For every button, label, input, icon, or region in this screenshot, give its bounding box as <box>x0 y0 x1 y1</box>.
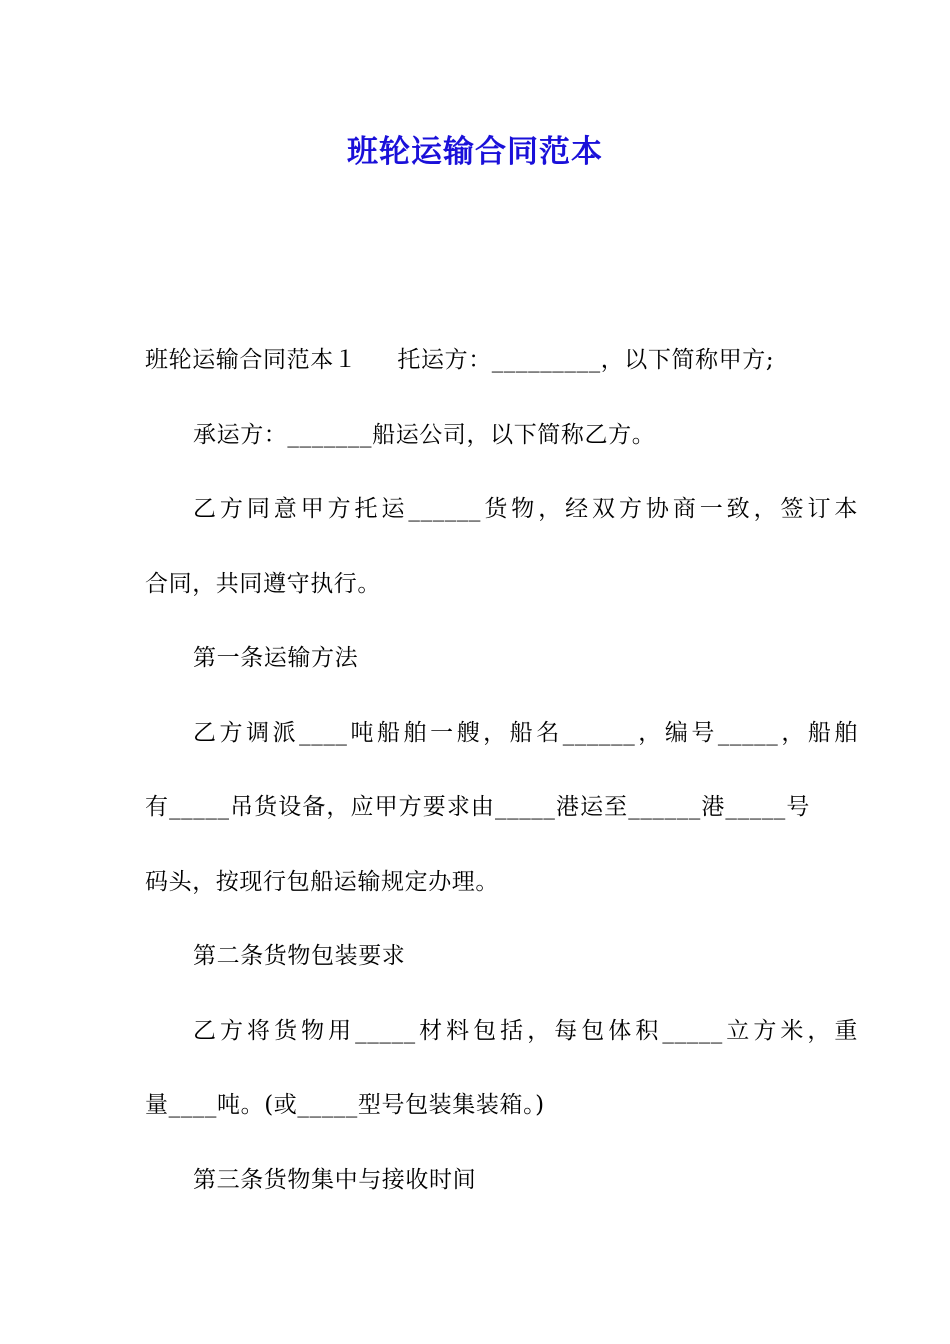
consignor-clause: 托运方：_________，以下简称甲方; <box>397 347 775 373</box>
section-heading-2: 第二条货物包装要求 <box>193 943 406 969</box>
paragraph-line-4: 合同，共同遵守执行。 <box>145 571 381 597</box>
paragraph-line-1 <box>145 340 810 380</box>
paragraph-line-6: 乙方调派____吨船舶一艘，船名______，编号_____，船舶 <box>193 720 858 746</box>
paragraph-line-3: 乙方同意甲方托运______货物，经双方协商一致，签订本 <box>193 496 858 522</box>
paragraph-line-7: 有_____吊货设备，应甲方要求由_____港运至______港_____号 <box>145 794 810 820</box>
document-title: 班轮运输合同范本 <box>347 134 603 170</box>
paragraph-line-2: 承运方：_______船运公司，以下简称乙方。 <box>193 422 656 448</box>
paragraph-line-8: 码头，按现行包船运输规定办理。 <box>145 869 499 895</box>
paragraph-line-10: 乙方将货物用_____材料包括，每包体积_____立方米，重 <box>193 1018 858 1044</box>
section-heading-3: 第三条货物集中与接收时间 <box>193 1167 477 1193</box>
contract-heading-inline: 班轮运输合同范本１ <box>145 347 358 373</box>
section-heading-1: 第一条运输方法 <box>193 645 359 671</box>
paragraph-line-11: 量____吨。(或_____型号包装集装箱。) <box>145 1092 545 1118</box>
